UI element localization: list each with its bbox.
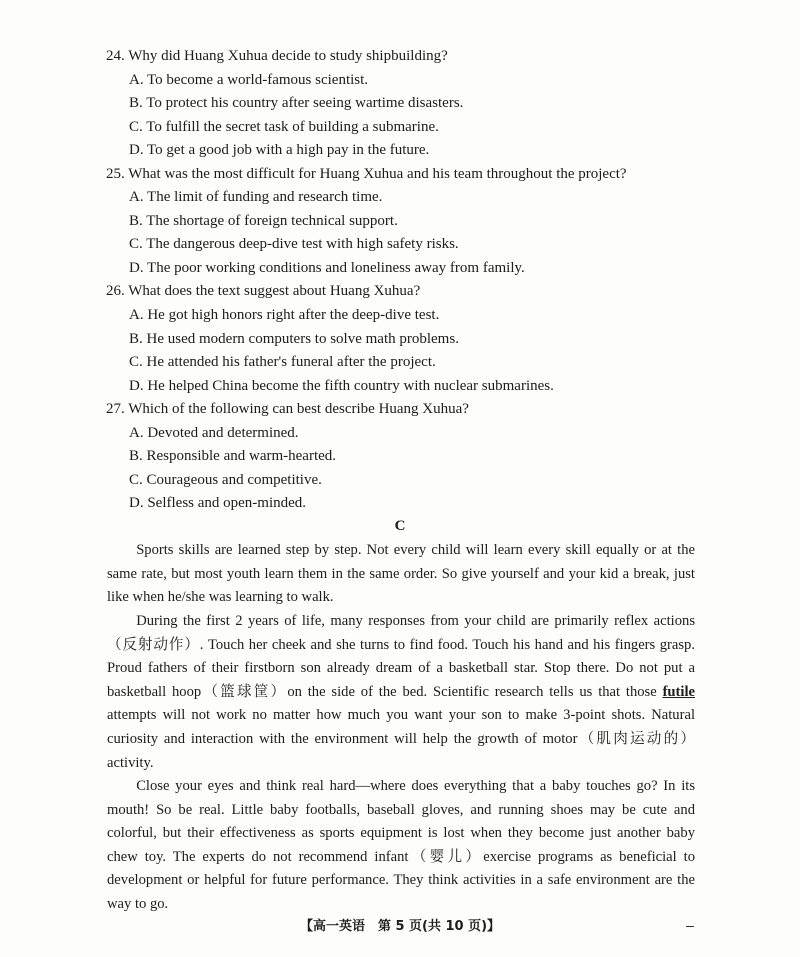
- passage-paragraph-3: Close your eyes and think real hard—where does everything that a baby touches go? In its mouth! So be real. Little baby footballs, baseball gloves, and running shoes may be cute and colorful, but their effectiveness as sports equipment is lost when they become just another baby chew toy. The experts do not recommend infant（婴儿）exercise programs as beneficial to development or helpful for future performance. They think activities in a safe environment are the way to go.: [107, 778, 695, 912]
- question-27-stem: 27. Which of the following can best describe Huang Xuhua?: [106, 401, 469, 417]
- question-25-option-b[interactable]: B. The shortage of foreign technical support.: [129, 213, 398, 229]
- question-27-option-d[interactable]: D. Selfless and open-minded.: [129, 495, 307, 511]
- footer-dash: [686, 926, 694, 927]
- question-24-stem: 24. Why did Huang Xuhua decide to study shipbuilding?: [106, 48, 448, 64]
- question-24-option-a[interactable]: A. To become a world-famous scientist.: [129, 72, 369, 88]
- question-27-option-a[interactable]: A. Devoted and determined.: [129, 425, 299, 441]
- question-27-option-c[interactable]: C. Courageous and competitive.: [129, 472, 322, 488]
- question-24-option-b[interactable]: B. To protect his country after seeing wartime disasters.: [129, 95, 464, 111]
- question-27-option-b[interactable]: B. Responsible and warm-hearted.: [129, 448, 337, 464]
- question-25-option-a[interactable]: A. The limit of funding and research time.: [129, 189, 383, 205]
- question-26-stem: 26. What does the text suggest about Huang Xuhua?: [106, 283, 421, 299]
- question-25-stem: 25. What was the most difficult for Huang Xuhua and his team throughout the project?: [106, 166, 627, 182]
- question-26-option-d[interactable]: D. He helped China become the fifth country with nuclear submarines.: [129, 378, 554, 394]
- paragraph-2-text-before: During the first 2 years of life, many responses from your child are primarily reflex actions（反射动作）. Touch her cheek and she turns to find food. Touch his hand and his fingers grasp. Proud fathers of their firstborn son already dream of a basketball star. Stop there. Do not put a basketball hoop（篮球筐）on the side of the bed. Scientific research tells us that those: [107, 613, 695, 700]
- keyword-futile: futile: [662, 683, 695, 700]
- question-26-option-b[interactable]: B. He used modern computers to solve math problems.: [129, 331, 459, 347]
- question-25-option-d[interactable]: D. The poor working conditions and loneliness away from family.: [129, 260, 525, 276]
- section-c-title: C: [394, 518, 406, 534]
- passage-paragraph-2: [107, 610, 695, 775]
- paragraph-2-text-after: attempts will not work no matter how much you want your son to make 3-point shots. Natural curiosity and interaction with the environment will help the growth of motor（肌肉运动的）activity.: [107, 707, 695, 771]
- passage-paragraph-1: Sports skills are learned step by step. Not every child will learn every skill equally or at the same rate, but most youth learn them in the same order. So give yourself and your kid a break, just like when he/she was learning to walk.: [107, 542, 695, 606]
- question-26-option-a[interactable]: A. He got high honors right after the deep-dive test.: [129, 307, 440, 323]
- question-24-option-c[interactable]: C. To fulfill the secret task of building a submarine.: [129, 119, 439, 135]
- page-footer: 【高一英语 第 5 页(共 10 页)】: [299, 919, 501, 934]
- question-25-option-c[interactable]: C. The dangerous deep-dive test with high safety risks.: [129, 236, 459, 252]
- question-24-option-d[interactable]: D. To get a good job with a high pay in the future.: [129, 142, 430, 158]
- question-26-option-c[interactable]: C. He attended his father's funeral after the project.: [129, 354, 436, 370]
